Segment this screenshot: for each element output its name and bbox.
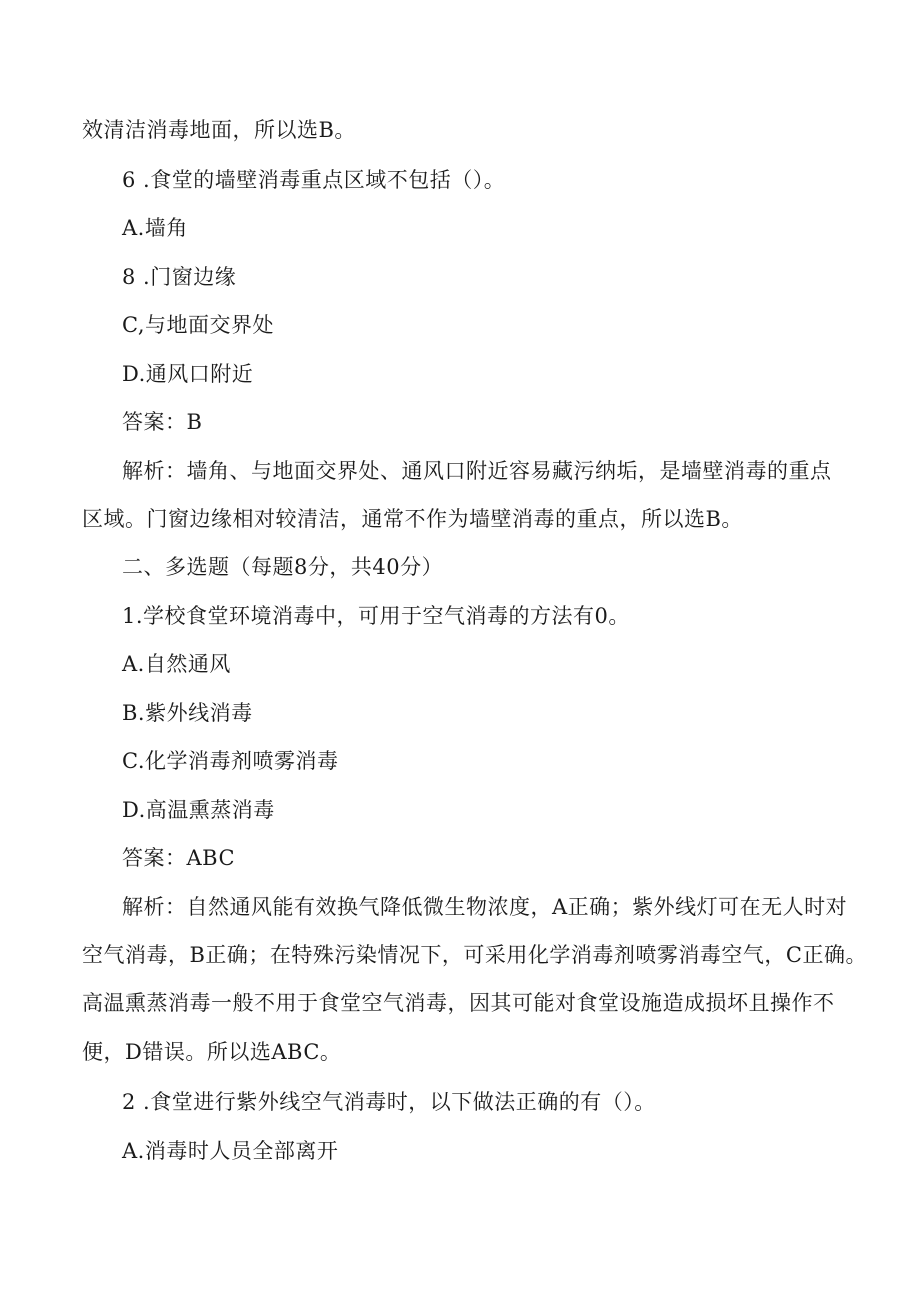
question-6-answer: 答案：B: [122, 410, 203, 434]
multi-question-1-analysis-line1: 解析：自然通风能有效换气降低微生物浓度，A正确；紫外线灯可在无人时对: [122, 895, 848, 919]
multi-question-1-option-b: B.紫外线消毒: [122, 701, 253, 725]
question-6-option-d: D.通风口附近: [122, 362, 254, 386]
question-6-analysis-line1: 解析：墙角、与地面交界处、通风口附近容易藏污纳垢，是墙壁消毒的重点: [122, 459, 832, 483]
multi-question-1-analysis-line4: 便，D错误。所以选ABC。: [82, 1040, 342, 1064]
multi-question-1-option-a: A.自然通风: [122, 652, 231, 676]
multi-question-1-option-c: C.化学消毒剂喷雾消毒: [122, 749, 339, 773]
multi-question-1-option-d: D.高温熏蒸消毒: [122, 798, 275, 822]
multi-question-1-analysis-line3: 高温熏蒸消毒一般不用于食堂空气消毒，因其可能对食堂设施造成损坏且操作不: [82, 991, 835, 1015]
multi-question-1-stem: 1.学校食堂环境消毒中，可用于空气消毒的方法有0。: [122, 604, 630, 628]
continuation-text: 效清洁消毒地面，所以选B。: [82, 118, 356, 142]
question-6-option-a: A.墙角: [122, 216, 188, 240]
multi-question-1-analysis-line2: 空气消毒，B正确；在特殊污染情况下，可采用化学消毒剂喷雾消毒空气，C正确。: [82, 943, 867, 967]
multi-question-2-option-a: A.消毒时人员全部离开: [122, 1139, 339, 1163]
question-6-option-b: 8 .门窗边缘: [122, 265, 237, 289]
question-6-option-c: C,与地面交界处: [122, 313, 274, 337]
multi-question-2-stem: 2 .食堂进行紫外线空气消毒时，以下做法正确的有（）。: [122, 1090, 656, 1114]
question-6-stem: 6 .食堂的墙壁消毒重点区域不包括（）。: [122, 168, 506, 192]
section-2-heading: 二、多选题（每题8分，共40分）: [122, 555, 444, 579]
question-6-analysis-line2: 区域。门窗边缘相对较清洁，通常不作为墙壁消毒的重点，所以选B。: [82, 507, 743, 531]
multi-question-1-answer: 答案：ABC: [122, 846, 236, 870]
